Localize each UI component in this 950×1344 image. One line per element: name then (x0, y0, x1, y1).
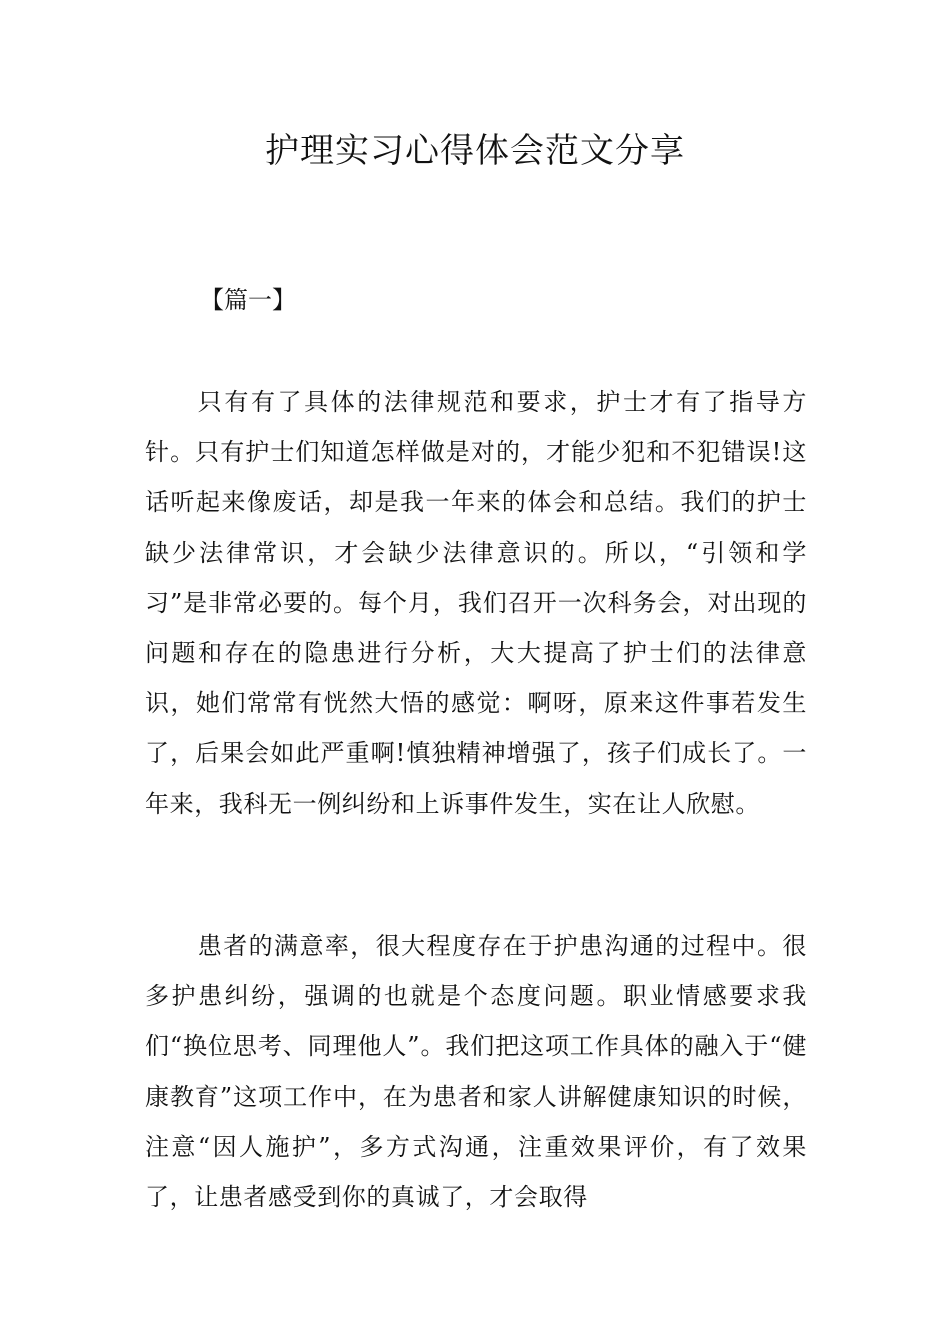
section-label: 【篇一】 (200, 286, 296, 314)
body-paragraph-2: 患者的满意率，很大程度存在于护患沟通的过程中。很多护患纠纷，强调的也就是个态度问题。职业情感要求我们“换位思考、同理他人”。我们把这项工作具体的融入于“健康教育”这项工作中，在为患者和家人讲解健康知识的时候，注意“因人施护”，多方式沟通，注重效果评价，有了效果了，让患者感受到你的真诚了，才会取得 (145, 932, 807, 1212)
document-title: 护理实习心得体会范文分享 (265, 131, 685, 171)
body-paragraph-1: 只有有了具体的法律规范和要求，护士才有了指导方针。只有护士们知道怎样做是对的，才能少犯和不犯错误!这话听起来像废话，却是我一年来的体会和总结。我们的护士缺少法律常识，才会缺少法律意识的。所以，“引领和学习”是非常必要的。每个月，我们召开一次科务会，对出现的问题和存在的隐患进行分析，大大提高了护士们的法律意识，她们常常有恍然大悟的感觉：啊呀，原来这件事若发生了，后果会如此严重啊!慎独精神增强了，孩子们成长了。一年来，我科无一例纠纷和上诉事件发生，实在让人欣慰。 (145, 388, 807, 818)
